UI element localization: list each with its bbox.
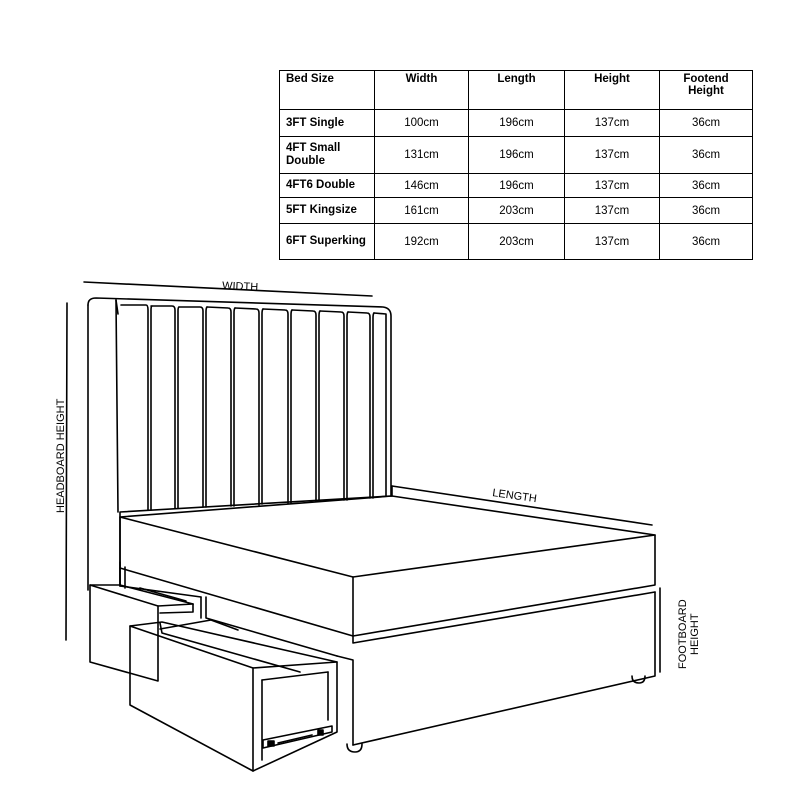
cell-height: 137cm — [565, 110, 660, 137]
header-length: Length — [469, 71, 565, 110]
cell-footend-height: 36cm — [660, 198, 753, 224]
left-drawer — [90, 585, 193, 681]
cell-length: 196cm — [469, 137, 565, 174]
divan-base — [120, 562, 655, 745]
headboard-panels — [121, 305, 386, 510]
cell-footend-height: 36cm — [660, 137, 753, 174]
cell-height: 137cm — [565, 198, 660, 224]
footboard-height-label-line1: FOOTBOARD — [677, 599, 689, 669]
cell-width: 131cm — [375, 137, 469, 174]
cell-length: 196cm — [469, 110, 565, 137]
cell-width: 192cm — [375, 224, 469, 260]
castor-feet — [347, 676, 645, 752]
cell-length: 203cm — [469, 224, 565, 260]
cell-width: 146cm — [375, 174, 469, 198]
drawer-runner — [263, 726, 332, 748]
header-bed-size: Bed Size — [280, 71, 375, 110]
cell-bed-size: 4FT Small Double — [280, 137, 375, 174]
cell-bed-size: 4FT6 Double — [280, 174, 375, 198]
cell-width: 161cm — [375, 198, 469, 224]
cell-height: 137cm — [565, 137, 660, 174]
cell-bed-size: 3FT Single — [280, 110, 375, 137]
cell-height: 137cm — [565, 224, 660, 260]
cell-footend-height: 36cm — [660, 224, 753, 260]
front-drawer — [130, 620, 337, 771]
header-footend-height: Footend Height — [660, 71, 753, 110]
headboard — [88, 298, 391, 590]
headboard-height-label: HEADBOARD HEIGHT — [55, 398, 67, 513]
cell-footend-height: 36cm — [660, 174, 753, 198]
header-width: Width — [375, 71, 469, 110]
header-height: Height — [565, 71, 660, 110]
cell-bed-size: 5FT Kingsize — [280, 198, 375, 224]
cell-length: 203cm — [469, 198, 565, 224]
cell-height: 137cm — [565, 174, 660, 198]
length-label: LENGTH — [491, 487, 538, 506]
cell-length: 196cm — [469, 174, 565, 198]
cell-width: 100cm — [375, 110, 469, 137]
cell-footend-height: 36cm — [660, 110, 753, 137]
width-label: WIDTH — [221, 280, 259, 294]
footboard-height-label-line2: HEIGHT — [689, 613, 701, 655]
cell-bed-size: 6FT Superking — [280, 224, 375, 260]
